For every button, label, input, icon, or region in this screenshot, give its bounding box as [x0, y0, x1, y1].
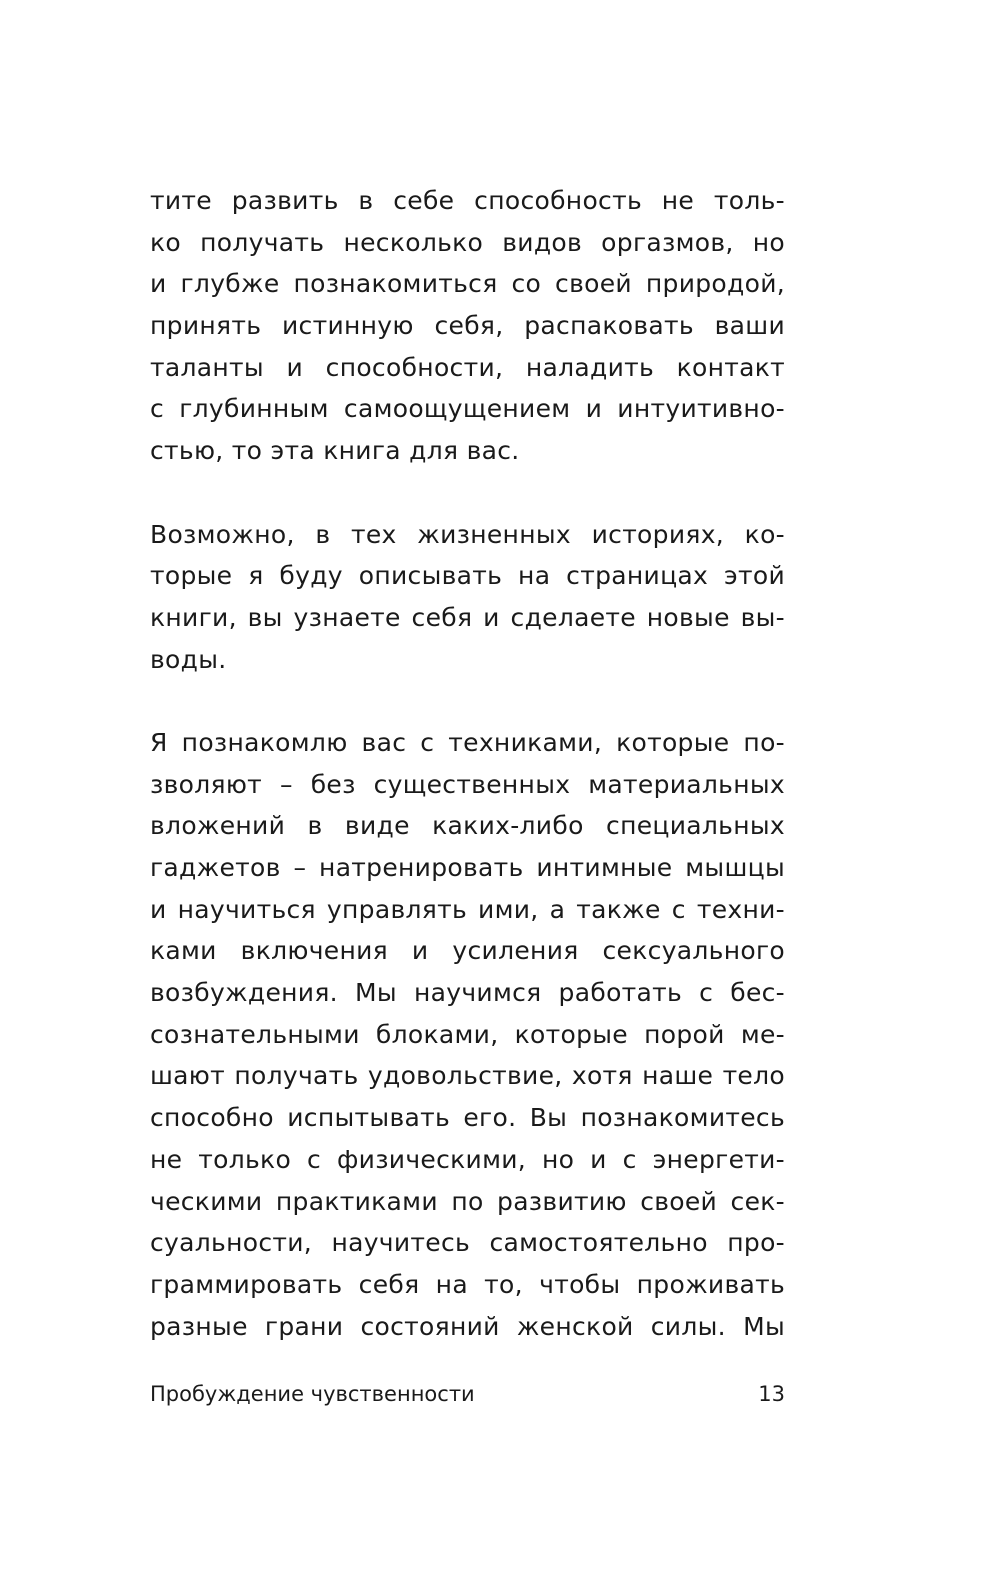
paragraph-3 — [150, 722, 785, 1347]
page-footer — [150, 1374, 785, 1414]
text-line: и глубже познакомиться со своей природой, — [150, 269, 785, 299]
text-line: ческими практиками по развитию своей сек- — [150, 1186, 785, 1216]
text-line: сознательными блоками, которые порой ме- — [150, 1019, 785, 1049]
text-line: зволяют – без существенных материальных — [150, 769, 785, 799]
paragraph-2 — [150, 514, 785, 681]
text-line: торые я буду описывать на страницах этой — [150, 561, 785, 591]
text-line: Я познакомлю вас с техниками, которые по- — [150, 727, 785, 757]
text-line: не только с физическими, но и с энергети- — [150, 1144, 785, 1174]
text-line: и научиться управлять ими, а также с техни- — [150, 894, 785, 924]
text-line: суальности, научитесь самостоятельно про- — [150, 1228, 785, 1258]
text-line: с глубинным самоощущением и интуитивно- — [150, 394, 785, 424]
text-line: возбуждения. Мы научимся работать с бес- — [150, 978, 785, 1008]
text-line: вложений в виде каких-либо специальных — [150, 811, 785, 841]
paragraph-spacer — [150, 472, 785, 514]
text-line: тите развить в себе способность не толь- — [150, 186, 785, 215]
text-line: Возможно, в тех жизненных историях, ко- — [150, 519, 785, 549]
running-title: Пробуждение чувственности — [150, 1382, 475, 1406]
page-number: 13 — [758, 1382, 785, 1406]
text-line: граммировать себя на то, чтобы проживать — [150, 1269, 785, 1299]
text-line: принять истинную себя, распаковать ваши — [150, 311, 785, 341]
text-line: стью, то эта книга для вас. — [150, 436, 520, 466]
text-line: разные грани состояний женской силы. Мы — [150, 1311, 785, 1341]
text-line: воды. — [150, 644, 227, 674]
paragraph-spacer — [150, 680, 785, 722]
text-line: способно испытывать его. Вы познакомитесь — [150, 1103, 785, 1133]
text-line: книги, вы узнаете себя и сделаете новые вы- — [150, 602, 785, 632]
text-line: шают получать удовольствие, хотя наше тело — [150, 1061, 785, 1091]
body-text — [150, 180, 785, 1347]
paragraph-1 — [150, 180, 785, 472]
text-line: ко получать несколько видов оргазмов, но — [150, 227, 785, 257]
text-line: таланты и способности, наладить контакт — [150, 352, 785, 382]
text-line: ками включения и усиления сексуального — [150, 936, 785, 966]
text-line: гаджетов – натренировать интимные мышцы — [150, 853, 785, 882]
